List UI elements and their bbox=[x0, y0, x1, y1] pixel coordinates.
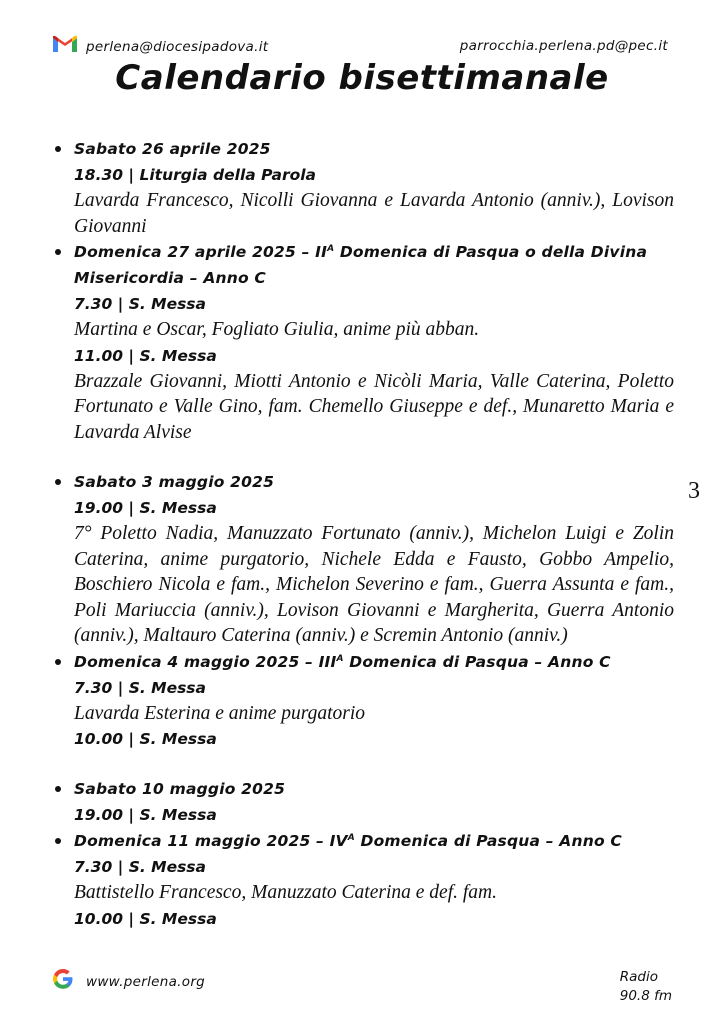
calendar-entry bbox=[52, 136, 674, 239]
entry-date: Domenica 11 maggio $2025 - IV^A$ Domenica di Pasqua – Anno C bbox=[74, 832, 622, 850]
mass-time: 11.00 | S. Messa bbox=[74, 346, 217, 365]
mass-time: 7.30 | S. Messa bbox=[74, 295, 206, 313]
mass-intentions: Lavarda Francesco, Nicolli Giovanna e Lavarda Antonio (anniv.), Lovison Giovanni bbox=[74, 190, 674, 237]
calendar-entry bbox=[52, 469, 674, 649]
entry-date: Domenica 4 maggio $2025 - III^A$ Domenica di Pasqua – Anno C bbox=[74, 652, 611, 671]
website-contact bbox=[52, 968, 205, 995]
page-footer bbox=[52, 968, 672, 1008]
radio-label: Radio bbox=[619, 969, 658, 985]
entry-date: Sabato 3 maggio 2025 bbox=[74, 473, 275, 491]
mass-time: 7.30 | S. Messa bbox=[74, 678, 206, 697]
calendar-entry bbox=[52, 776, 674, 828]
email-address[interactable]: perlena@diocesipadova.it bbox=[86, 38, 269, 55]
page-number: 3 bbox=[688, 478, 700, 504]
mass-time: 10.00 | S. Messa bbox=[74, 909, 217, 928]
mass-intentions: Battistello Francesco, Manuzzato Caterina e def. fam. bbox=[74, 882, 497, 903]
entry-date: Sabato 10 maggio 2025 bbox=[74, 780, 286, 798]
calendar-entry bbox=[52, 239, 674, 445]
mass-time: 19.00 | S. Messa bbox=[74, 806, 217, 824]
entry-date: Domenica 27 aprile $2025 - II^A$ Domenica di Pasqua o della Divina Misericordia – Anno C bbox=[74, 243, 648, 287]
mass-time: 18.30 | Liturgia della Parola bbox=[74, 166, 317, 184]
email-contact bbox=[52, 34, 268, 59]
page-header bbox=[52, 32, 672, 60]
radio-frequency: 90.8 fm bbox=[619, 988, 672, 1004]
calendar-entry bbox=[52, 828, 674, 932]
mass-time: 19.00 | S. Messa bbox=[74, 499, 217, 517]
mass-intentions: 7° Poletto Nadia, Manuzzato Fortunato (anniv.), Michelon Luigi e Zolin Caterina, anime purgatorio, Nichele Edda e Fausto, Gobbo Ampelio, Boschiero Nicola e fam., Michelon Severino e fam., Guerra Assunta e fam., Poli Mariuccia (anniv.), Lovison Giovanni e Margherita, Guerra Antonio (anniv.), Maltauro Caterina (anniv.) e Scremin Antonio (anniv.) bbox=[74, 523, 674, 646]
radio-info bbox=[620, 968, 672, 1006]
calendar-list bbox=[52, 136, 674, 932]
mass-intentions: Brazzale Giovanni, Miotti Antonio e Nicòli Maria, Valle Caterina, Poletto Fortunato e Valle Gino, fam. Chemello Giuseppe e def., Munaretto Maria e Lavarda Alvise bbox=[74, 370, 674, 443]
gmail-icon bbox=[52, 34, 78, 59]
website-link[interactable]: www.perlena.org bbox=[86, 973, 206, 990]
mass-intentions: Lavarda Esterina e anime purgatorio bbox=[74, 702, 366, 724]
page-title: Calendario bisettimanale bbox=[115, 58, 609, 98]
mass-time: 7.30 | S. Messa bbox=[74, 858, 206, 876]
entry-date: Sabato 26 aprile 2025 bbox=[74, 140, 271, 158]
pec-address[interactable]: parrocchia.perlena.pd@pec.it bbox=[459, 38, 668, 54]
google-icon bbox=[52, 968, 74, 995]
mass-intentions: Martina e Oscar, Fogliato Giulia, anime più abban. bbox=[74, 319, 480, 340]
calendar-entry bbox=[52, 649, 674, 753]
mass-time: 10.00 | S. Messa bbox=[74, 730, 217, 748]
